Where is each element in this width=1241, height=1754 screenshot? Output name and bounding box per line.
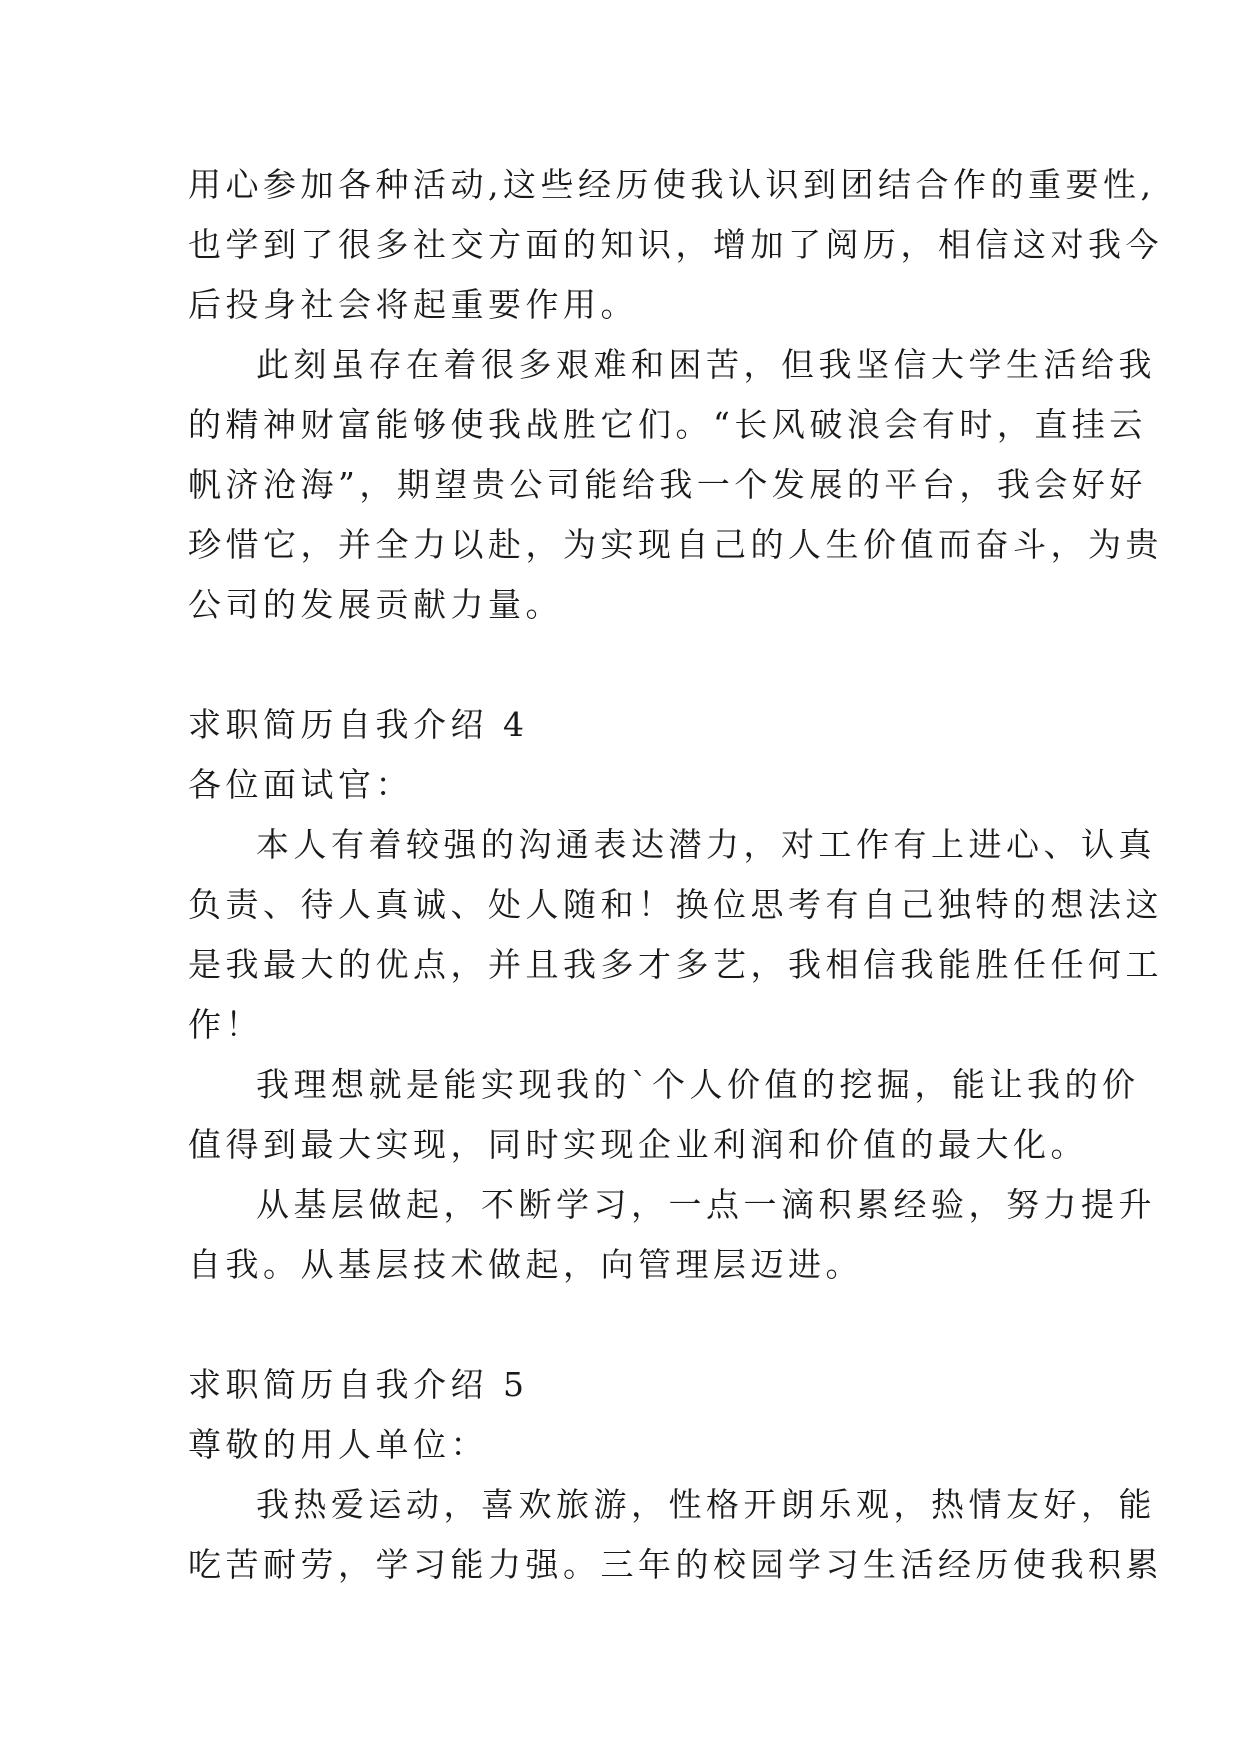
text-line: 值得到最大实现，同时实现企业利润和价值的最大化。 bbox=[188, 1125, 1088, 1164]
section-heading: 求职简历自我介绍 5 bbox=[188, 1365, 529, 1404]
text-line: 自我。从基层技术做起，向管理层迈进。 bbox=[188, 1245, 863, 1284]
section-gap bbox=[188, 1295, 1088, 1355]
text-line: 是我最大的优点，并且我多才多艺，我相信我能胜任任何工 bbox=[188, 945, 1163, 984]
text-line: 负责、待人真诚、处人随和！换位思考有自己独特的想法这 bbox=[188, 885, 1163, 924]
text-line: 作！ bbox=[188, 1005, 263, 1044]
section-heading: 求职简历自我介绍 4 bbox=[188, 705, 529, 744]
intro-paragraph-tail bbox=[188, 155, 1163, 335]
salutation: 各位面试官： bbox=[188, 765, 413, 804]
closing-paragraph bbox=[188, 335, 1163, 635]
document-page bbox=[188, 155, 1163, 1595]
text-line: 用心参加各种活动,这些经历使我认识到团结合作的重要性, bbox=[188, 165, 1156, 204]
text-line: 帆济沧海”，期望贵公司能给我一个发展的平台，我会好好 bbox=[188, 465, 1147, 504]
text-line: 本人有着较强的沟通表达潜力，对工作有上进心、认真 bbox=[256, 825, 1156, 864]
section-4-paragraph-3 bbox=[188, 1175, 1156, 1295]
section-5-paragraph-1 bbox=[188, 1475, 1163, 1595]
salutation: 尊敬的用人单位： bbox=[188, 1425, 488, 1464]
text-line: 后投身社会将起重要作用。 bbox=[188, 285, 638, 324]
text-line: 珍惜它，并全力以赴，为实现自己的人生价值而奋斗，为贵 bbox=[188, 525, 1163, 564]
section-4-paragraph-1 bbox=[188, 815, 1163, 1055]
text-line: 的精神财富能够使我战胜它们。“长风破浪会有时，直挂云 bbox=[188, 405, 1147, 444]
text-line: 吃苦耐劳，学习能力强。三年的校园学习生活经历使我积累 bbox=[188, 1545, 1163, 1584]
section-gap bbox=[188, 635, 1088, 695]
text-line: 此刻虽存在着很多艰难和困苦，但我坚信大学生活给我 bbox=[256, 345, 1156, 384]
text-line: 公司的发展贡献力量。 bbox=[188, 585, 563, 624]
section-5 bbox=[188, 1355, 1163, 1595]
text-line: 我热爱运动，喜欢旅游，性格开朗乐观，热情友好，能 bbox=[256, 1485, 1156, 1524]
text-line: 我理想就是能实现我的`个人价值的挖掘，能让我的价 bbox=[256, 1065, 1140, 1104]
text-line: 从基层做起，不断学习，一点一滴积累经验，努力提升 bbox=[256, 1185, 1156, 1224]
section-4-paragraph-2 bbox=[188, 1055, 1140, 1175]
section-4 bbox=[188, 695, 1163, 1295]
text-line: 也学到了很多社交方面的知识，增加了阅历，相信这对我今 bbox=[188, 225, 1163, 264]
